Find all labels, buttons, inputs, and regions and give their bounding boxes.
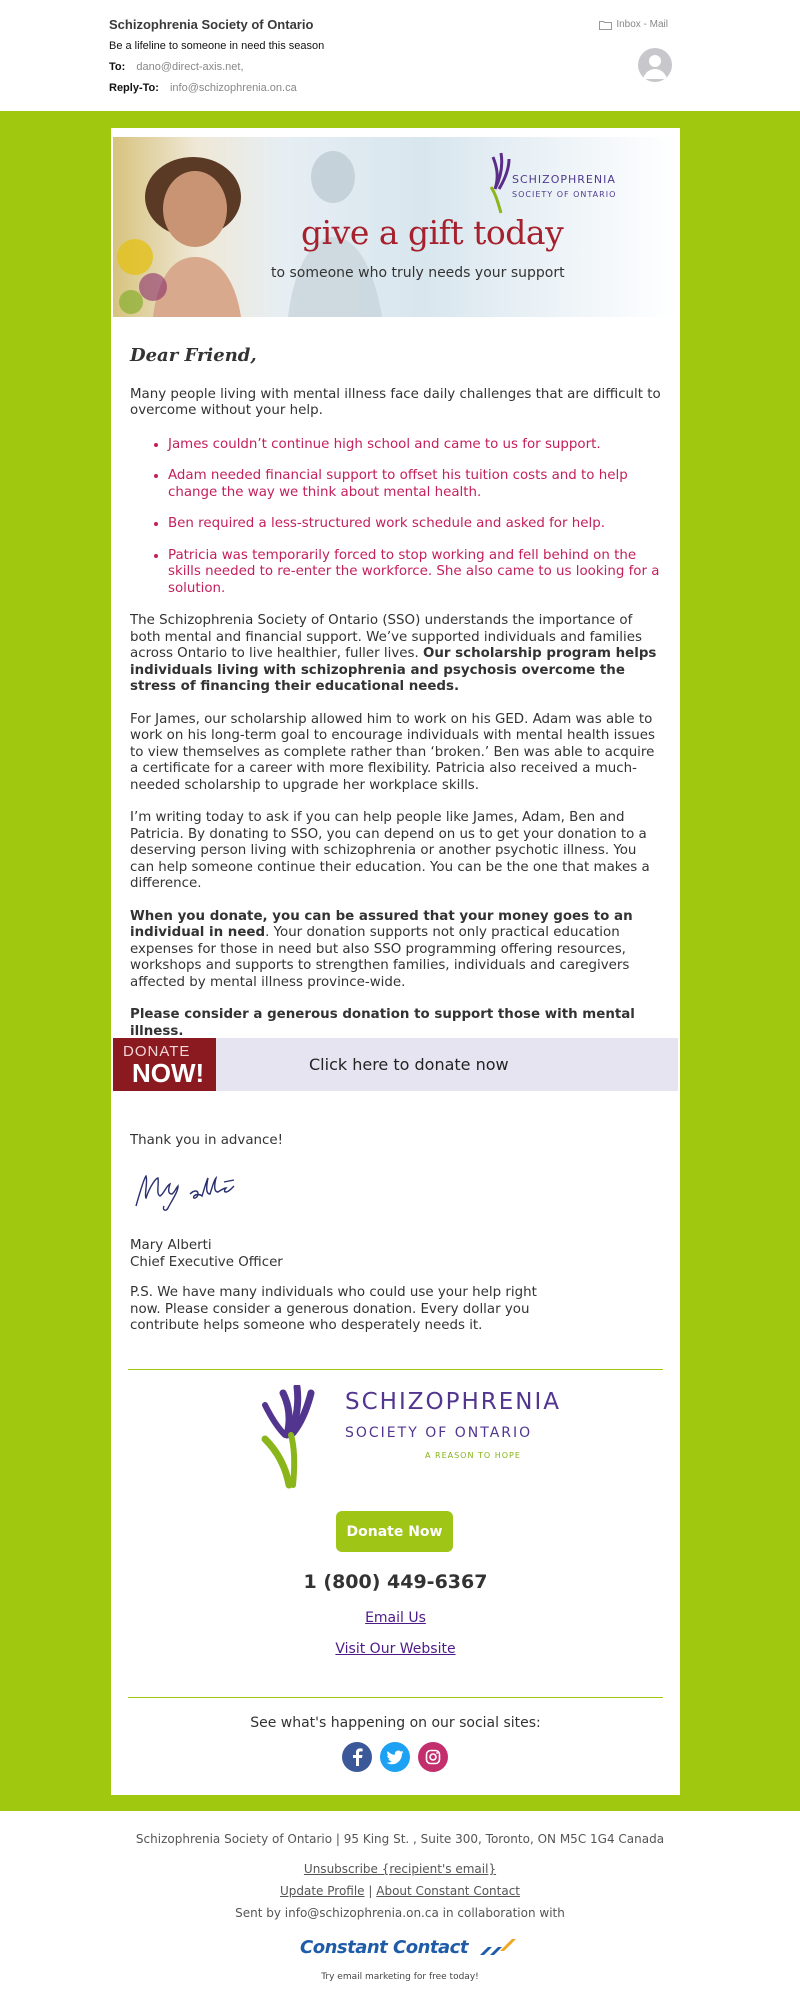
constant-contact-logo[interactable] [300,1937,520,1959]
donate-now-banner[interactable] [113,1038,678,1091]
banner-subheadline: to someone who truly needs your support [271,265,565,281]
story-item: • Ben required a less-structured work schedule and asked for help. [168,515,662,533]
gift-banner[interactable] [113,137,678,317]
thanks-text: Thank you in advance! [130,1133,283,1148]
postscript: P.S. We have many individuals who could use your help right now. Please consider a generous donation. Every dollar you contribute helps someone who desperately needs it. [130,1285,537,1333]
divider [128,1369,663,1370]
social-heading: See what's happening on our social sites: [250,1715,541,1731]
to-address[interactable]: dano@direct-axis.net, [136,61,244,73]
email-us-text[interactable]: Email Us [365,1610,426,1626]
sender-name: Schizophrenia Society of Ontario [109,17,314,32]
facebook-icon[interactable] [342,1742,372,1772]
profile-links [0,1884,800,1898]
donate-cta-text[interactable]: Click here to donate now [309,1055,509,1074]
logo-subtitle: SOCIETY OF ONTARIO [345,1425,533,1441]
reply-to-address[interactable]: info@schizophrenia.on.ca [169,82,297,94]
unsubscribe-link[interactable]: Unsubscribe {recipient's email} [303,1862,497,1876]
sender-avatar [638,48,672,82]
cc-logo-icon [476,1937,520,1959]
appeal-text: Please consider a generous donation to support those with mental illness. [130,1007,635,1039]
signer-block [130,1238,662,1271]
twitter-icon[interactable] [380,1742,410,1772]
email-us-link[interactable] [111,1610,680,1626]
mailbox-folder[interactable] [599,19,668,30]
website-link[interactable] [111,1641,680,1657]
sso-logo [261,1385,561,1493]
intro-paragraph: Many people living with mental illness face daily challenges that are difficult to overcome without your help. [130,386,661,418]
website-text[interactable]: Visit Our Website [335,1641,456,1657]
donate-now-button[interactable]: Donate Now [336,1511,453,1552]
sso-hands-icon [261,1385,331,1489]
donate-badge-small: DONATE [123,1043,191,1060]
appeal-paragraph [130,1007,662,1040]
greeting: Dear Friend, [130,345,257,366]
story-item: • Patricia was temporarily forced to stop working and fell behind on the skills needed to re-enter the workforce. She also came to us looking for a solution. [168,547,662,598]
signer-title: Chief Executive Officer [130,1254,283,1270]
reply-to-row [109,82,297,94]
letter-body [130,345,662,1056]
cc-brand-name: Constant Contact [300,1937,468,1958]
divider [128,1697,663,1698]
banner-headline: give a gift today [301,213,564,252]
signer-name: Mary Alberti [130,1238,212,1253]
assurance-text: . Your donation supports not only practical education expenses for those in need but also SSO programming offering resources, workshops and supports to strengthen families, individuals and caregivers affected by mental illness province-wide. [130,925,630,990]
banner-logo-title: SCHIZOPHRENIA [512,173,616,186]
email-subject: Be a lifeline to someone in need this season [109,40,325,52]
story-item: • Adam needed financial support to offset his tuition costs and to help change the way we think about mental health. [168,467,662,501]
support-paragraph [130,613,662,696]
link-separator: | [368,1884,373,1898]
story-item: • James couldn’t continue high school and came to us for support. [168,436,662,454]
ask-paragraph: I’m writing today to ask if you can help people like James, Adam, Ben and Patricia. By donating to SSO, you can depend on us to get your donation to a deserving person living with schizophrenia or another psychotic illness. You can help someone continue their education. You can be the one that makes a difference. [130,810,650,891]
scholarship-highlight: Our scholarship program helps individuals living with schizophrenia and psychosis overcome the stress of financing their educational needs. [130,646,657,694]
mail-header [0,0,800,111]
support-text: The Schizophrenia Society of Ontario (SSO) understands the importance of both mental and financial support. We’ve supported individuals and families across Ontario to live healthier, fuller lives. [130,613,642,661]
logo-title: SCHIZOPHRENIA [345,1389,561,1415]
unsubscribe-row [0,1862,800,1876]
folder-label: Inbox - Mail [616,19,668,30]
donate-now-badge [113,1038,216,1091]
to-label: To: [109,61,126,73]
outcomes-paragraph: For James, our scholarship allowed him to work on his GED. Adam was able to work on his long-term goal to encourage individuals with mental health issues to view themselves as complete rather than ‘broken.’ Ben was able to acquire a certificate for a career with more flexibility. Patricia also received a much-needed scholarship to upgrade her workplace skills. [130,711,655,793]
sent-by: Sent by info@schizophrenia.on.ca in collaboration with [235,1906,565,1920]
reply-to-label: Reply-To: [109,82,159,94]
about-cc-link[interactable]: About Constant Contact [376,1884,521,1898]
update-profile-link[interactable]: Update Profile [279,1884,365,1898]
signature-image [130,1158,250,1222]
instagram-icon[interactable] [418,1742,448,1772]
phone-number: 1 (800) 449-6367 [303,1571,488,1593]
folder-icon [599,20,612,30]
org-address: Schizophrenia Society of Ontario | 95 King St. , Suite 300, Toronto, ON M5C 1G4 Canada [135,1832,665,1846]
assurance-highlight: When you donate, you can be assured that your money goes to an individual in need [130,908,633,940]
banner-logo-subtitle: SOCIETY OF ONTARIO [512,190,617,199]
assurance-paragraph [130,909,662,992]
story-list [130,436,662,598]
cc-tagline: Try email marketing for free today! [321,1972,479,1982]
logo-tagline: A REASON TO HOPE [425,1451,521,1460]
email-card [111,128,680,1795]
to-row [109,61,244,73]
donate-badge-big: NOW! [132,1058,205,1088]
